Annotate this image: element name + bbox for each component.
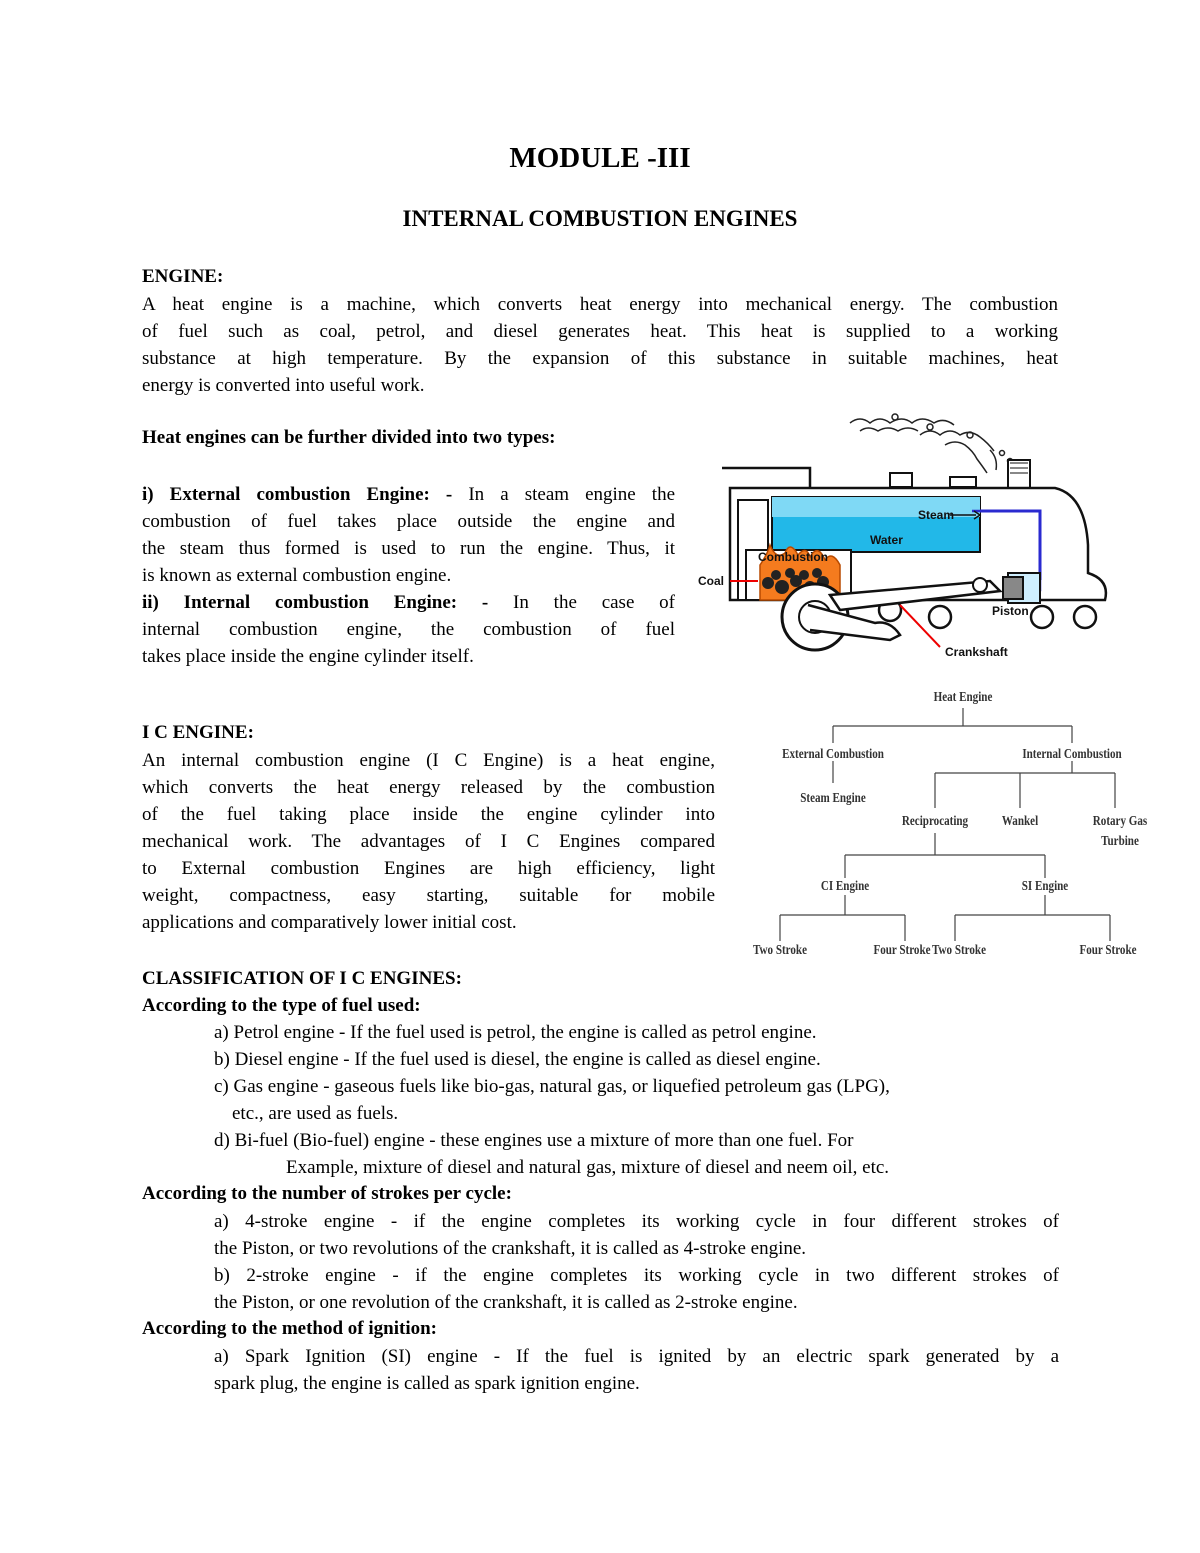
wheel-5	[1074, 606, 1096, 628]
steam-locomotive-diagram	[690, 405, 1110, 670]
ignition-item-a: a) Spark Ignition (SI) engine - If the fuel is ignited by an electric spark generated by a	[214, 1346, 1059, 1367]
classification-heading: CLASSIFICATION OF I C ENGINES:	[142, 968, 462, 989]
tree-si-two-stroke: Two Stroke	[931, 942, 987, 957]
fuel-item-a: a) Petrol engine - If the fuel used is petrol, the engine is called as petrol engine.	[214, 1022, 817, 1043]
fuel-item-b: b) Diesel engine - If the fuel used is diesel, the engine is called as diesel engine.	[214, 1049, 821, 1070]
smoke-icon	[850, 414, 1013, 473]
external-line-3: the steam thus formed is used to run the engine. Thus, it	[142, 538, 675, 559]
engine-line-2: of fuel such as coal, petrol, and diesel generates heat. This heat is supplied to a working	[142, 321, 1058, 342]
tree-si-four-stroke: Four Stroke	[1079, 942, 1137, 957]
piston-head	[1003, 577, 1023, 599]
ic-line-5: to External combustion Engines are high efficiency, light	[142, 858, 715, 879]
tree-ci-two-stroke: Two Stroke	[752, 942, 808, 957]
ic-line-4: mechanical work. The advantages of I C Engines compared	[142, 831, 715, 852]
internal-text-1: In the case of	[513, 592, 676, 613]
page-title: INTERNAL COMBUSTION ENGINES	[402, 206, 798, 231]
strokes-item-b-cont: the Piston, or one revolution of the crankshaft, it is called as 2-stroke engine.	[214, 1292, 798, 1313]
tree-external-combustion: External Combustion	[782, 746, 884, 761]
combustion-label: Combustion	[758, 550, 828, 564]
ic-line-1: An internal combustion engine (I C Engine) is a heat engine,	[142, 750, 715, 771]
types-heading: Heat engines can be further divided into two types:	[142, 427, 556, 448]
tree-si-engine: SI Engine	[1021, 878, 1069, 893]
fuel-heading: According to the type of fuel used:	[142, 995, 421, 1016]
water-label: Water	[870, 533, 903, 547]
crosshead	[973, 578, 987, 592]
fuel-item-c: c) Gas engine - gaseous fuels like bio-gas, natural gas, or liquefied petroleum gas (LPG),	[214, 1076, 890, 1097]
tree-steam-engine: Steam Engine	[800, 790, 866, 805]
internal-line-1	[142, 589, 675, 616]
engine-heading: ENGINE:	[142, 266, 224, 287]
engine-line-4: energy is converted into useful work.	[142, 375, 425, 396]
ic-line-3: of the fuel taking place inside the engine cylinder into	[142, 804, 715, 825]
engine-line-1: A heat engine is a machine, which converts heat energy into mechanical energy. The combustion	[142, 294, 1058, 315]
ic-line-7: applications and comparatively lower initial cost.	[142, 912, 517, 933]
ignition-heading: According to the method of ignition:	[142, 1318, 438, 1339]
ic-line-6: weight, compactness, easy starting, suitable for mobile	[142, 885, 715, 906]
heat-engine-tree-diagram	[745, 683, 1165, 963]
tree-ci-four-stroke: Four Stroke	[873, 942, 931, 957]
steam-label: Steam	[918, 508, 955, 522]
dome-1	[890, 473, 912, 487]
dome-2	[950, 477, 976, 487]
internal-label: ii) Internal combustion Engine: -	[142, 592, 489, 613]
tree-ci-engine: CI Engine	[820, 878, 870, 893]
tree-turbine: Turbine	[1101, 833, 1139, 848]
internal-line-3: takes place inside the engine cylinder itself.	[142, 646, 474, 667]
ic-engine-heading: I C ENGINE:	[142, 722, 254, 743]
internal-line-2: internal combustion engine, the combustion of fuel	[142, 619, 675, 640]
coal-label: Coal	[698, 574, 725, 588]
wheel-3	[929, 606, 951, 628]
tree-internal-combustion: Internal Combustion	[1022, 746, 1122, 761]
strokes-item-a: a) 4-stroke engine - if the engine completes its working cycle in four different strokes of	[214, 1211, 1059, 1232]
fuel-item-d-cont: Example, mixture of diesel and natural gas, mixture of diesel and neem oil, etc.	[286, 1157, 890, 1178]
strokes-heading: According to the number of strokes per cycle:	[142, 1183, 512, 1204]
engine-line-3: substance at high temperature. By the expansion of this substance in suitable machines, heat	[142, 348, 1058, 369]
external-line-4: is known as external combustion engine.	[142, 565, 452, 586]
external-label: i) External combustion Engine: -	[142, 484, 453, 505]
fuel-item-d: d) Bi-fuel (Bio-fuel) engine - these engines use a mixture of more than one fuel. For	[214, 1130, 854, 1151]
tree-rotary-gas: Rotary Gas	[1092, 813, 1148, 828]
strokes-item-b: b) 2-stroke engine - if the engine completes its working cycle in two different strokes of	[214, 1265, 1059, 1286]
tree-root-heat-engine: Heat Engine	[933, 689, 993, 704]
tree-reciprocating: Reciprocating	[901, 813, 969, 828]
strokes-item-a-cont: the Piston, or two revolutions of the crankshaft, it is called as 4-stroke engine.	[214, 1238, 807, 1259]
tree-wankel: Wankel	[1001, 813, 1039, 828]
crankshaft-label: Crankshaft	[945, 645, 1008, 659]
fuel-item-c-cont: etc., are used as fuels.	[232, 1103, 399, 1124]
piston-label: Piston	[992, 604, 1029, 618]
ignition-item-a-cont: spark plug, the engine is called as spark ignition engine.	[214, 1373, 640, 1394]
cab-roof	[722, 468, 810, 488]
wheel-4	[1031, 606, 1053, 628]
ic-line-2: which converts the heat energy released by the combustion	[142, 777, 715, 798]
chimney	[1008, 460, 1030, 490]
external-text-1: In a steam engine the	[468, 484, 676, 505]
module-title: MODULE -III	[509, 142, 691, 174]
external-line-1	[142, 481, 675, 508]
external-line-2: combustion of fuel takes place outside the engine and	[142, 511, 675, 532]
